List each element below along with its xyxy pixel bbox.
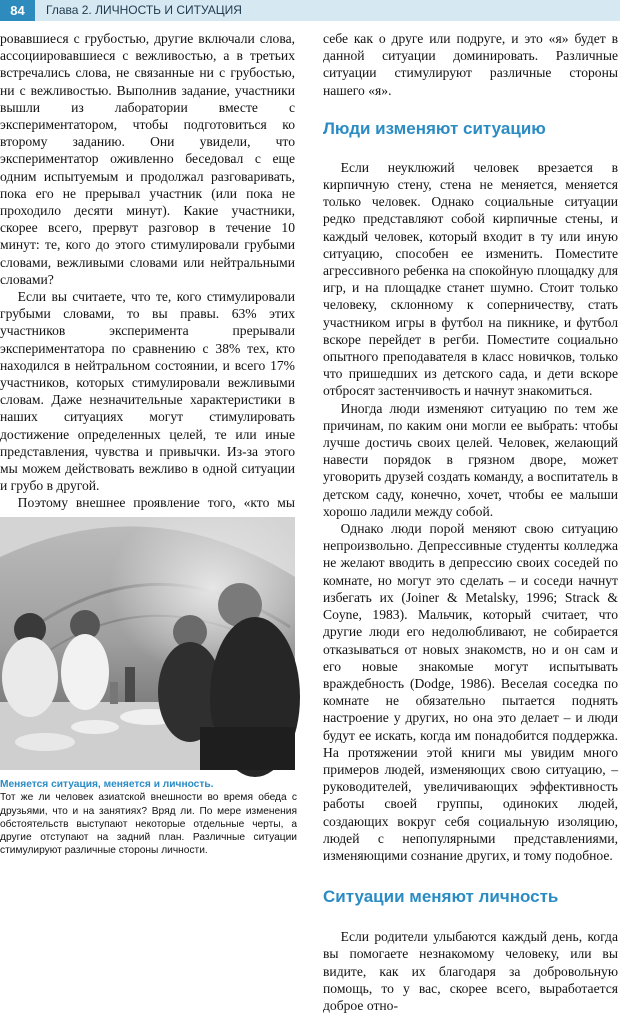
figure-caption	[0, 778, 297, 858]
right-text-column	[323, 30, 618, 1013]
section-heading-people-change-situation: Люди изменяют ситуацию	[323, 118, 546, 138]
paragraph: себе как о друге или подруге, и это «я» будет в данной ситуации доминировать. Различные ситуации стимулируют различные стороны нашего «я».	[323, 31, 618, 98]
paragraph: Поэтому внешнее проявление того, «кто мы	[17, 495, 295, 511]
caption-title: Меняется ситуация, меняется и личность.	[0, 779, 214, 790]
page-number: 84	[0, 0, 35, 21]
caption-text: Тот же ли человек азиатской внешности во время обеда с друзьями, что и на занятиях? Вряд ли. По мере изменения обстоятельств выступают некоторые отдельные черты, а другие отступают на задний план. Различные ситуации стимулируют различные стороны личности.	[0, 792, 297, 857]
running-head: Глава 2. ЛИЧНОСТЬ И СИТУАЦИЯ	[46, 3, 242, 17]
paragraph: Иногда люди изменяют ситуацию по тем же причинам, по каким они могли ее выбрать: чтобы лучше достичь своих целей. Человек, желающий навести порядок в грязном дворе, может уговорить друзей создать команду, а воспитатель в детском саду, конечно, хочет, чтобы ее малыши хорошо ладили между собой.	[323, 400, 618, 519]
paragraph: Если родители улыбаются каждый день, когда вы помогаете незнакомому человеку, или вы видите, как их благодаря за добровольную помощь, то у вас, скорее всего, выработается доброе отно-	[323, 929, 618, 1013]
left-text-column	[0, 30, 295, 510]
paragraph: Однако люди порой меняют свою ситуацию непроизвольно. Депрессивные студенты колледжа не желают вводить в депрессию своих соседей по комнате, но могут это сделать – и соседи начнут избегать их (Joiner & Metalsky, 1996; Strack & Coyne, 1983). Мальчик, который считает, что другие люди его недолюбливают, не собирается отказываться от новых знакомств, но и он сам и его новые знакомые могут испытывать враждебность (Dodge, 1986). Веселая соседка по комнате не обязательно пытается поднять настроение у других, но она это делает – и люди будут ее искать, когда им понадобится поддержка. На протяжении этой книги мы увидим много примеров людей, изменяющих свою ситуацию, – руководителей, увеличивающих эффективность работы своей группы, одиноких людей, создающих вокруг себя социальную изоляцию, людей с непопулярными представлениями, изменяющими сознание других, и тому подобное.	[323, 521, 618, 863]
paragraph: ровавшиеся с грубостью, другие включали слова, ассоциировавшиеся с вежливостью, а в третьих встречались слова, не связанные ни с грубостью, ни с вежливостью. Выполнив задание, участники вышли из лаборатории вместе с экспериментатором, чтобы подготовиться ко второму заданию. Они увидели, что экспериментатор оживленно беседовал с еще одним испытуемым и продолжал разговаривать, пока его не прерывал участник (или пока не проходило десяти минут). Какие участники, скорее всего, прервут разговор в течение 10 минут: те, кого до этого стимулировали грубыми словами, вежливыми словами или нейтральными словами?	[0, 31, 295, 287]
section-heading-situations-change-personality: Ситуации меняют личность	[323, 887, 559, 907]
paragraph: Если неуклюжий человек врезается в кирпичную стену, стена не меняется, меняется только человек. Однако социальные ситуации редко представляют собой кирпичные стены, и каждый человек, который входит в ту или иную ситуацию, способен ее изменить. Поместите агрессивного ребенка на спокойную площадку для игр, и на площадке станет шумно. Стоит только человеку, склонному к соперничеству, стать участником игры в футбол на пикнике, и футбол вскоре перейдет в регби. Поместите социально опытного преподавателя в класс новичков, только что пришедших из детского сада, и дети вскоре отбросят застенчивость и начнут знакомиться.	[323, 159, 618, 399]
running-header-bar	[0, 0, 620, 21]
paragraph: Если вы считаете, что те, кого стимулировали грубыми словами, то вы правы. 63% этих участников эксперимента прерывали экспериментатора по сравнению с 38% тех, кто находился в нейтральном состоянии, и всего 17% участников, которых стимулировали вежливыми словам. Даже незначительные характеристики в наших ситуациях могут стимулировать достижение определенных целей, те или иные представления, чувства и привычки. Из-за этого мы можем действовать вежливо в одной ситуации и грубо в другой.	[0, 289, 295, 494]
dinner-photo	[0, 517, 295, 770]
